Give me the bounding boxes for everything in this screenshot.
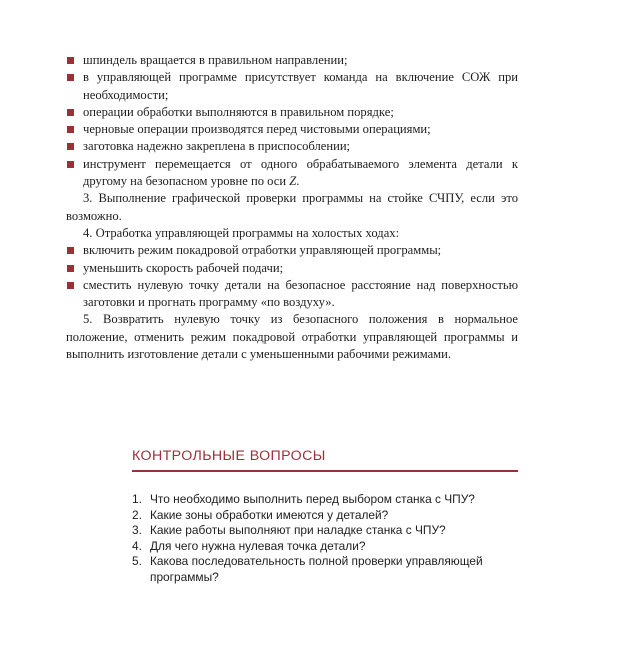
question-number: 2. [132,507,142,522]
question-text: Какова последовательность полной проверки управляющей программы? [150,554,483,584]
question-item [132,492,520,508]
question-text: Что необходимо выполнить перед выбором станка с ЧПУ? [150,492,475,506]
list-item-text-main: инструмент перемещается от одного обрабатываемого элемента детали к другому на безопасном уровне по оси [83,156,518,189]
list-item-text: в управляющей программе присутствует команда на включение СОЖ при необходимости; [83,70,518,102]
question-text: Для чего нужна нулевая точка детали? [150,538,366,553]
step-5-paragraph: 5. Возвратить нулевую точку из безопасного положения в нормальное положение, отменить режим покадровой отработки управляющей программы и выполнить изготовление детали с уменьшенными рабочими режимами. [66,312,518,362]
question-number: 4. [132,538,142,553]
square-bullet-icon [67,126,74,133]
question-number: 5. [132,554,142,568]
list-item-text: заготовка надежно закреплена в приспособлении; [83,139,351,154]
question-number: 1. [132,492,142,506]
list-item-text: черновые операции производятся перед чистовыми операциями; [83,122,431,137]
list-item [66,121,518,138]
square-bullet-icon [67,109,74,116]
list-item-text: включить режим покадровой отработки управляющей программы; [83,243,442,258]
question-number: 3. [132,523,142,537]
list-item-text [83,156,518,191]
list-item [66,156,518,191]
step-4-paragraph: 4. Отработка управляющей программы на холостых ходах: [83,225,400,240]
body-text [66,52,518,363]
axis-tail: . [296,174,300,189]
list-item [66,260,518,277]
list-item [66,104,518,121]
section-title: КОНТРОЛЬНЫЕ ВОПРОСЫ [132,448,326,464]
question-item [132,508,520,524]
square-bullet-icon [67,247,74,254]
question-item [132,554,520,585]
step-3-paragraph: 3. Выполнение графической проверки программы на стойке СЧПУ, если это возможно. [66,191,518,223]
questions-list [132,492,520,585]
section-divider [132,470,518,472]
list-item-text: шпиндель вращается в правильном направлении; [83,53,348,67]
list-item [66,138,518,155]
square-bullet-icon [67,161,74,168]
square-bullet-icon [67,282,74,289]
list-item [66,52,518,69]
list-item-text: операции обработки выполняются в правильном порядке; [83,104,394,119]
square-bullet-icon [67,57,74,64]
list-item [66,277,518,312]
list-item [66,69,518,104]
list-item-text: уменьшить скорость рабочей подачи; [83,260,284,275]
square-bullet-icon [67,143,74,150]
question-text: Какие зоны обработки имеются у деталей? [150,507,389,522]
question-text: Какие работы выполняют при наладке станка с ЧПУ? [150,523,446,537]
axis-letter: Z [289,174,297,189]
square-bullet-icon [67,265,74,272]
list-item-text: сместить нулевую точку детали на безопасное расстояние над поверхностью заготовки и прогнать программу «по воздуху». [83,277,518,310]
question-item [132,539,520,555]
square-bullet-icon [67,74,74,81]
review-questions-section [132,446,520,585]
question-item [132,523,520,539]
list-item [66,242,518,259]
